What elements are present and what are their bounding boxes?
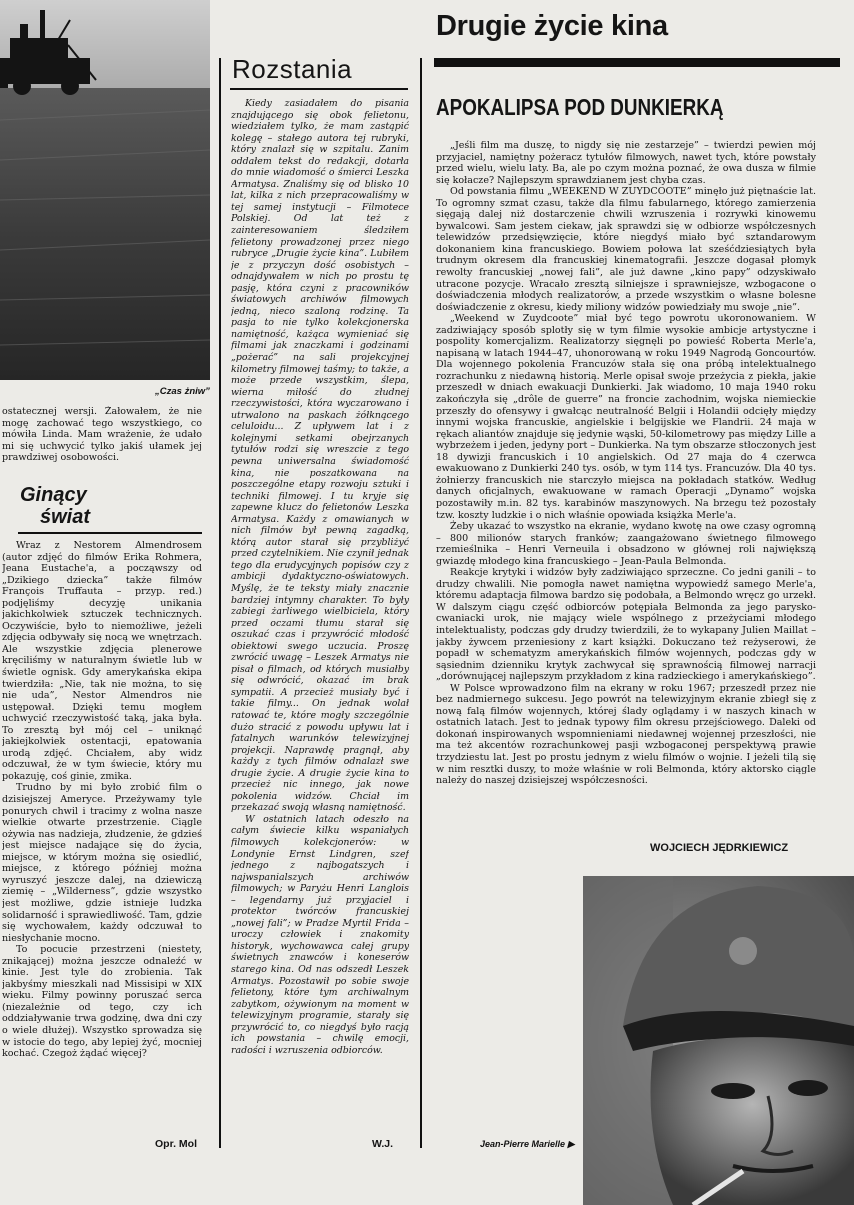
left-body-text xyxy=(2,540,202,1130)
caption-arrow-icon: ▶ xyxy=(567,1139,575,1149)
section-title-rule xyxy=(434,58,840,67)
right-paragraph-1: „Jeśli film ma duszę, to nigdy się nie zestarzeje” – twierdzi pewien mój przyjaciel, namiętny pożeracz tytułów filmowych, nawet tych, które powstały przed wielu, wielu laty. Ba, ale po czym można poznać, że owa dusza w filmie się kołacze? Najlepszym sprawdzianem jest chyba czas. xyxy=(436,140,816,186)
left-paragraph-1: Wraz z Nestorem Almendrosem (autor zdjęć do filmów Erika Rohmera, Jeana Eustache'a, a począwszy od „Dzikiego dziecka” także filmów François Truffauta – przyp. red.) podjęliśmy decyzję unikania jakichkolwiek sztuczek technicznych. Oczywiście, było to niemożliwe, jeżeli zdjęcia odbywały się nocą we wnętrzach. Ale wszystkie zdjęcia plenerowe kręciliśmy w naturalnym świetle lub w świetle ognisk. Gdy amerykańska ekipa twierdziła: „Nie, tak nie można, to się nie uda”, Nestor Almendros nie ustępował. Dzięki temu mogłem uchwycić rzeczywistość taką, jaka była. To zresztą był mój cel – uniknąć jakiejkolwiek ostentacji, epatowania urodą zdjęć. Chciałem, aby widz odczuwał, że w tym świecie, który mu pokazuję, coś ginie, zmika. xyxy=(2,540,202,782)
left-intro-text xyxy=(2,406,202,472)
heading-line-1: Ginący xyxy=(20,484,87,506)
right-paragraph-6: W Polsce wprowadzono film na ekrany w roku 1967; przeszedł przez nie bez nadmiernego sukcesu. Jego powrót na telewizyjnym ekranie zbiegł się z nową falą filmów wojennych, której ślady oglądamy i w naszych kinach w ostatnich latach. Jest to jednak typowy film okresu przejściowego. Daleki od dokonań inspirowanych wspomnieniami niedawnej wojennej przeszłości, nie ma też akcentów rozrachunkowej pasji wzbogaconej perspektywą prawie trzydziestu lat. Jest po prostu jednym z wielu filmów o wojnie. I jeżeli tilą się w nim resztki duszy, to może właśnie w roli Belmonda, który aktorsko ciągle należy do naszej dzisiejszej współczesności. xyxy=(436,682,816,787)
section-title: Drugie życie kina xyxy=(436,10,668,42)
left-paragraph-2: Trudno by mi było zrobić film o dzisiejszej Ameryce. Przeżywamy tyle ponurych chwil i tracimy z wolna nasze wielkie otwarte przestrzenie. Ciągle ożywia nas nadzieja, złudzenie, że gdzieś jest miejsce nadające się do życia, miejsce, w którym można się osiedlić, miejsce, z którego później można wyruszyć jeszcze dalej, na dziewiczą ziemię – „Wilderness”, gdzie wszystko jest możliwe, gdzie istnieje ludzka solidarność i sprawiedliwość. Tam, gdzie się wychowałem, każdy odczuwał to niesłychanie mocno. xyxy=(2,782,202,944)
middle-body-text xyxy=(231,98,409,1128)
soldier-caption-text: Jean-Pierre Marielle xyxy=(480,1139,566,1149)
soldier-photo-caption xyxy=(480,1139,575,1150)
intro-paragraph: ostatecznej wersji. Żałowałem, że nie mogę zachować tego wszystkiego, co mówiła Linda. Mam wrażenie, że udało mi się uchwycić tylko jakiś ułamek jej prawdziwej osobowości. xyxy=(2,406,202,464)
middle-column-left-rule xyxy=(219,58,221,1148)
rozstania-heading: Rozstania xyxy=(232,54,353,84)
ginacy-swiat-heading xyxy=(20,484,190,528)
harvest-photo-caption: „Czas żniw” xyxy=(155,386,210,397)
harvest-photo xyxy=(0,0,210,380)
right-paragraph-4: Żeby ukazać to wszystko na ekranie, wydano kwotę na owe czasy ogromną – 800 milionów starych franków; zaangażowano świetnego filmowego rzemieślnika – Henri Verneuila i obsadzono w głównej roli największą gwiazdę młodego kina francuskiego – Jean-Paula Belmonda. xyxy=(436,521,816,567)
right-paragraph-5: Reakcje krytyki i widzów były zadziwiająco sprzeczne. Co jedni ganili – to drudzy chwalili. Nie pomogła nawet namiętna wypowiedź samego Merle'a, któremu adaptacja filmowa bardzo się podobała, a Belmondo wręcz go urzekł. W dalszym ciągu część odbiorców potępiała Belmonda za jego parysko-cwaniacki urok, nie mający wiele wspólnego z przeżyciami młodego intelektualisty, podczas gdy drudzy twierdzili, że to wykapany Julien Maillat – jakby żywcem przeniesiony z kart książki. Dokuczano też reżyserowi, że popadł w schematyzm amerykańskich filmów wojennych, podczas gdy w sąsiednim dzienniku krytyk zachwycał się sprawnością filmowej narracji „dorównującej najlepszym przykładom z kina radzieckiego i amerykańskiego”. xyxy=(436,567,816,683)
left-signature: Opr. Mol xyxy=(155,1138,197,1150)
rozstania-underline xyxy=(230,88,408,90)
left-paragraph-3: To pocucie przestrzeni (niestety, znikającej) można jeszcze odnaleźć w kinie. Jest tyle do zrobienia. Tak jakbyśmy mieszkali nad Missisipi w XIX wieku. Filmy powinny poruszać serca (niezależnie od tego, czy ich oddziaływanie trwa godzinę, dwa dni czy o wiele dłużej). Wszystko sprowadza się w istocie do tego, aby lepiej żyć, mocniej kochać. Czegoż żądać więcej? xyxy=(2,944,202,1060)
right-paragraph-3: „Weekend w Zuydcoote” miał być tego powrotu ukoronowaniem. W zadziwiający sposób splotły się w tym filmie wysokie ambicje artystyczne i pospolity komercjalizm. Realizatorzy sięgnęli po powieść Roberta Merle'a, napisaną w latach 1944–47, uhonorowaną w roku 1949 Nagrodą Goncourtów. Dla wojennego pokolenia Francuzów stała się ona próbą intelektualnego rozrachunku z niedawną historią. Merle opisał swoje przeżycia z piekła, jakie przeszedł w dniach ewakuacji Dunkierki. Jak wiadomo, 10 maja 1940 roku zakończyła się „drôle de guerre” na froncie zachodnim, wojska niemieckie przeszły do ofensywy i gwałcąc neutralność Belgii i Holandii odcięły między innymi wojska francuskie, angielskie i belgijskie we Flandrii. 24 maja w rękach aliantów znajduje się jedynie wąski, 50-kilometrowy pas między Lille a wybrzeżem i jeden, jedyny port – Dunkierka. Na tym obszarze stłoczonych jest 18 dywizji francuskich i 10 angielskich. Od 27 maja do 4 czerwca ewakuowano z Dunkierki 240 tys. osób, w tym 114 tys. Francuzów. Dla 40 tys. żołnierzy francuskich nie starczyło miejsca na pokładach statków. Według danych oficjalnych, ewakuowane w ramach Operacji „Dynamo” wojska pozostawiły m.in. 82 tys. karabinów maszynowych. Na brzegu też pozostały tzw. koszty ludzkie i o nich właśnie opowiada książka Merle'a. xyxy=(436,313,816,521)
middle-column-right-rule xyxy=(420,58,422,1148)
right-paragraph-2: Od powstania filmu „WEEKEND W ZUYDCOOTE” minęło już piętnaście lat. To ogromny szmat czasu, także dla filmu fabularnego, którego zamierzenia sięgają dalej niż dostarczenie chwili wzruszenia i rozrywki kinowemu bywalcowi. Sam jestem ciekaw, jak sprawdzi się w odbiorze współczesnych telewidzów przedsięwzięcie, które niegdyś miało być sztandarowym dokonaniem kina francuskiego. Bowiem połowa lat sześćdziesiątych była trudnym okresem dla francuskiej kinematografii. Jeszcze dogasał płomyk rewolty francuskiej „nowej fali”, ale już dawne „kino papy” odzyskiwało utracone pozycje. Wracało zresztą silniejsze i sprawniejsze, wzbogacone o doświadczenia młodych realizatorów, a przede wszystkim o własne bolesne doświadczenie z okresu, kiedy miliony widzów powiedziały mu swoje „nie”. xyxy=(436,186,816,313)
right-body-text xyxy=(436,140,816,830)
heading-underline xyxy=(18,532,202,534)
soldier-portrait-photo xyxy=(583,876,854,1205)
heading-line-2: świat xyxy=(40,506,91,528)
middle-paragraph-2: W ostatnich latach odeszło na całym świecie kilku wspaniałych filmowych kolekcjonerów: w Londynie Ernst Lindgren, szef jednego z najbogatszych i najwspanialszych archiwów filmowych; w Paryżu Henri Langlois – legendarny już przyjaciel i protektor twórców francuskiej „nowej fali”; w Pradze Myrtil Frida – uroczy człowiek i znakomity historyk, wychowawca całej grupy świetnych znawców i koneserów starego kina. Od nas odszedł Leszek Armatys. Pozostawił po sobie swoje felietony, które tym archiwalnym zabytkom, ożywionym na moment w telewizyjnym programie, starały się przywrócić to, co niegdyś było racją ich powstania – chwilę emocji, radości i wzruszenia odbiorców. xyxy=(231,813,409,1056)
right-signature: WOJCIECH JĘDRKIEWICZ xyxy=(650,842,789,854)
middle-signature: W.J. xyxy=(372,1138,394,1150)
article-title: APOKALIPSA POD DUNKIERKĄ xyxy=(436,94,724,120)
middle-paragraph-1: Kiedy zasiadałem do pisania znajdującego się obok felietonu, wiedziałem tylko, że mam zastąpić kolegę – stałego autora tej rubryki, który znalazł się w szpitalu. Zanim oddałem tekst do redakcji, dotarła do mnie wiadomość o śmierci Leszka Armatysa. Znaliśmy się od blisko 10 lat, kilka z nich przepracowaliśmy w tej samej instytucji – Filmotece Polskiej. Od lat też z zainteresowaniem śledziłem felietony prowadzonej przez niego rubryce „Drugie życie kina”. Lubiłem je z przyczyn dość osobistych – odnajdywałem w nich po prostu tę pasję, która czyni z pracowników światowych archiwów filmowych jedną, nieco szaloną rodzinę. Ta pasja to nie tylko kolekcjonerska namiętność, każąca wymieniać się filmami jak znaczkami i godzinami „pożerać” na sali projekcyjnej kilometry filmowej taśmy; to także, a może przede wszystkim, ślepa, wierna miłość do złudnej rzeczywistości, która wyczarowano i utrwalono na paskach żółknącego celuloidu... Z upływem lat i z kolejnymi setkami obejrzanych tytułów rodzi się wreszcie z tego pewna uniwersalna świadomość kina, nie poszatkowana na poszczególne etapy rozwoju sztuki i techniki filmowej. I tu kryje się zapewne klucz do felietonów Leszka Armatysa. Każdy z omawianych w nich filmów był pewną zagadką, którą autor starał się przybliżyć przed czytelnikiem. Nie czynił jednak tego dla erudycyjnych popisów czy z ambicji dydaktyczno-oświatowych. Myślę, że te teksty miały znacznie bardziej intymny charakter. To były zabiegi żarliwego wielbiciela, który przed oczami tłumu starał się oszukać czas i przywrócić młodość obiektowi swego uczucia. Proszę zwrócić uwagę – Leszek Armatys nie pisał o filmach, od których musiałby się odwrócić, okazać im brak sympatii. A przecież musiały być i takie filmy... On jednak wolał ratować te, które mogły szczególnie dużo stracić z powodu upływu lat i fatalnych warunków telewizyjnej projekcji. Naprawdę pragnął, aby każdy z tych filmów odnalazł swe drugie życie. A drugie życie kina to przecież nic innego, jak nowe pokolenia widzów. Chciał im przekazać swoją własną namiętność. xyxy=(231,98,409,814)
